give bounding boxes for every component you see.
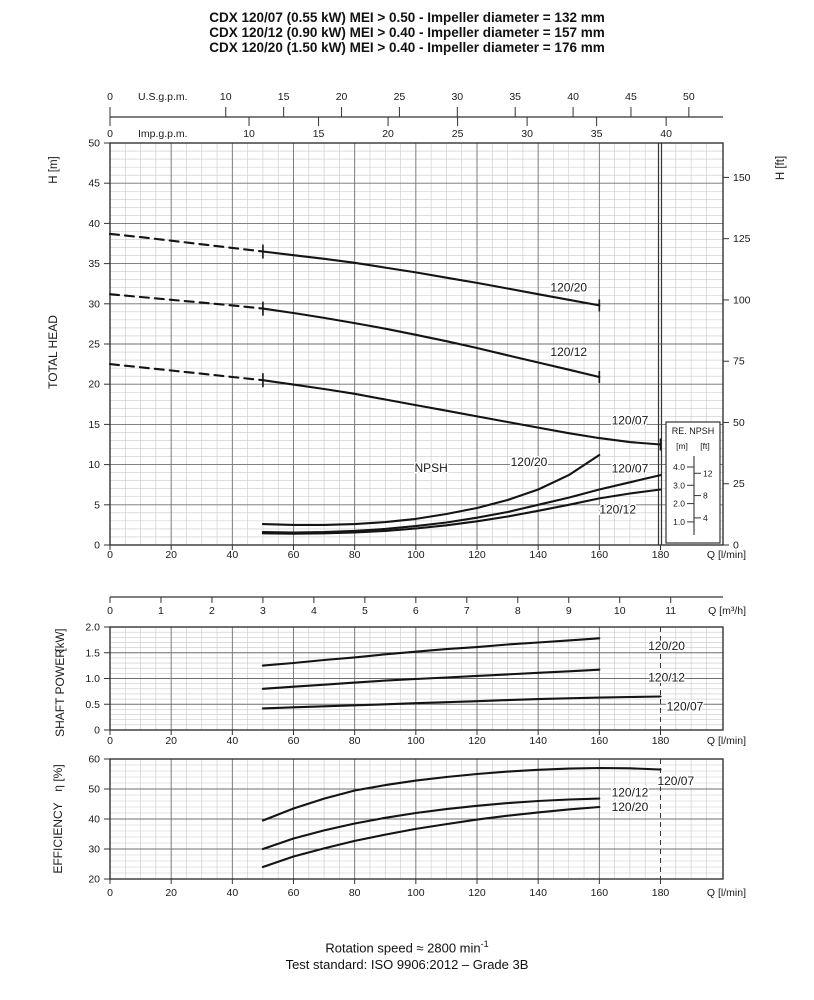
svg-text:2.0: 2.0 (673, 498, 685, 509)
svg-text:60: 60 (287, 735, 300, 747)
svg-text:160: 160 (590, 735, 609, 747)
svg-text:180: 180 (651, 549, 670, 561)
svg-text:25: 25 (451, 128, 464, 140)
svg-text:20: 20 (165, 887, 178, 899)
svg-text:H [ft]: H [ft] (775, 155, 787, 181)
svg-text:U.S.g.p.m.: U.S.g.p.m. (138, 91, 188, 103)
svg-text:2.0: 2.0 (85, 621, 100, 634)
test-standard-note: Test standard: ISO 9906:2012 – Grade 3B (285, 957, 529, 973)
svg-text:120/12: 120/12 (599, 502, 637, 517)
svg-text:45: 45 (88, 177, 100, 190)
svg-text:SHAFT POWER: SHAFT POWER (53, 649, 67, 737)
svg-text:15: 15 (88, 418, 100, 431)
svg-text:20: 20 (382, 128, 394, 140)
svg-text:4.0: 4.0 (673, 462, 685, 472)
svg-text:0: 0 (107, 887, 113, 899)
svg-text:120/07: 120/07 (666, 699, 704, 714)
svg-text:35: 35 (88, 258, 100, 271)
svg-text:180: 180 (651, 735, 670, 747)
svg-text:η [%]: η [%] (51, 764, 65, 792)
svg-text:0.5: 0.5 (85, 698, 100, 711)
svg-text:120/20: 120/20 (611, 800, 649, 814)
svg-text:1.5: 1.5 (85, 647, 100, 660)
svg-text:30: 30 (521, 128, 533, 140)
svg-text:4: 4 (703, 512, 708, 523)
svg-text:120/20: 120/20 (648, 639, 685, 654)
svg-text:10: 10 (219, 91, 232, 103)
svg-text:140: 140 (529, 887, 547, 899)
svg-text:50: 50 (683, 91, 695, 103)
svg-text:11: 11 (665, 605, 677, 617)
svg-text:120: 120 (468, 735, 486, 747)
svg-text:20: 20 (335, 91, 348, 103)
svg-text:120/12: 120/12 (648, 670, 685, 685)
svg-text:60: 60 (287, 549, 300, 561)
svg-text:1: 1 (158, 605, 164, 617)
svg-text:30: 30 (451, 91, 464, 103)
svg-text:10: 10 (243, 128, 255, 140)
rotation-speed-note: Rotation speed ≈ 2800 $\min^{-1}$ (325, 939, 489, 956)
svg-text:20: 20 (88, 873, 100, 886)
svg-text:RE. NPSH: RE. NPSH (671, 426, 715, 436)
svg-text:30: 30 (88, 298, 100, 311)
svg-text:0: 0 (107, 735, 113, 747)
svg-text:40: 40 (88, 813, 100, 826)
svg-text:0: 0 (94, 539, 100, 552)
svg-text:20: 20 (88, 378, 100, 391)
svg-text:H [m]: H [m] (48, 156, 60, 184)
svg-text:8: 8 (703, 490, 708, 501)
svg-text:125: 125 (733, 233, 751, 246)
svg-text:80: 80 (348, 549, 361, 561)
efficiency-chart (51, 754, 746, 900)
svg-text:40: 40 (226, 887, 239, 899)
svg-text:50: 50 (733, 416, 745, 429)
title-line-3: CDX 120/20 (1.50 kW) MEI > 0.40 - Impeller diameter = 176 mm (209, 40, 605, 55)
svg-text:1.0: 1.0 (85, 673, 100, 685)
svg-text:TOTAL HEAD: TOTAL HEAD (46, 315, 60, 389)
svg-text:1.0: 1.0 (673, 516, 685, 527)
svg-text:0: 0 (94, 724, 100, 737)
svg-text:Imp.g.p.m.: Imp.g.p.m. (138, 128, 188, 140)
svg-text:80: 80 (348, 735, 361, 747)
svg-text:35: 35 (509, 91, 522, 103)
svg-text:30: 30 (88, 843, 100, 856)
svg-text:0: 0 (107, 128, 113, 140)
m3h-axis (107, 597, 746, 617)
svg-text:40: 40 (226, 735, 239, 747)
svg-text:120/07: 120/07 (657, 773, 695, 788)
chart-footer (0, 936, 814, 973)
svg-text:25: 25 (393, 91, 406, 103)
title-line-2: CDX 120/12 (0.90 kW) MEI > 0.40 - Impeller diameter = 157 mm (209, 25, 605, 40)
svg-text:160: 160 (590, 549, 609, 561)
svg-text:15: 15 (277, 91, 290, 103)
svg-text:180: 180 (651, 887, 670, 899)
svg-text:Q [l/min]: Q [l/min] (706, 887, 746, 899)
svg-text:140: 140 (529, 549, 547, 561)
svg-text:12: 12 (703, 468, 713, 479)
svg-text:140: 140 (529, 735, 547, 747)
svg-text:120: 120 (468, 549, 486, 561)
svg-text:25: 25 (733, 478, 745, 491)
svg-text:[ft]: [ft] (700, 441, 710, 451)
power-chart (53, 622, 746, 748)
svg-text:NPSH: NPSH (414, 460, 448, 475)
svg-text:35: 35 (590, 128, 603, 140)
svg-text:4: 4 (310, 605, 317, 617)
svg-text:75: 75 (733, 355, 745, 368)
svg-text:40: 40 (226, 549, 239, 561)
svg-text:120/07: 120/07 (611, 461, 649, 476)
svg-text:120/12: 120/12 (611, 785, 649, 800)
svg-text:120/20: 120/20 (510, 455, 548, 470)
svg-text:40: 40 (660, 128, 672, 140)
head-chart (46, 91, 787, 561)
svg-text:15: 15 (312, 128, 325, 140)
svg-text:0: 0 (107, 91, 113, 103)
title-line-1: CDX 120/07 (0.55 kW) MEI > 0.50 - Impeller diameter = 132 mm (209, 10, 605, 25)
svg-text:80: 80 (348, 887, 361, 899)
svg-text:160: 160 (590, 887, 609, 899)
svg-text:50: 50 (88, 783, 100, 796)
svg-text:7: 7 (463, 605, 470, 617)
svg-text:120: 120 (468, 887, 486, 899)
svg-text:0: 0 (733, 539, 739, 552)
svg-text:20: 20 (165, 549, 178, 561)
svg-text:10: 10 (613, 605, 626, 617)
svg-text:3.0: 3.0 (673, 480, 685, 491)
svg-text:Q [m³/h]: Q [m³/h] (708, 605, 746, 617)
svg-text:50: 50 (88, 137, 100, 150)
svg-text:120/12: 120/12 (550, 345, 588, 360)
svg-text:25: 25 (88, 338, 100, 351)
re-npsh-box (666, 422, 720, 543)
svg-text:150: 150 (733, 171, 751, 184)
svg-text:60: 60 (88, 753, 100, 766)
svg-text:100: 100 (733, 294, 751, 307)
svg-text:Q [l/min]: Q [l/min] (706, 549, 746, 561)
svg-text:5: 5 (94, 499, 100, 512)
svg-text:3: 3 (259, 605, 266, 617)
svg-text:45: 45 (625, 91, 637, 103)
svg-text:6: 6 (412, 605, 419, 617)
svg-text:9: 9 (565, 605, 572, 617)
svg-text:100: 100 (407, 549, 425, 561)
svg-text:Q [l/min]: Q [l/min] (706, 735, 746, 747)
svg-text:40: 40 (567, 91, 579, 103)
svg-text:2: 2 (209, 605, 215, 617)
svg-text:0: 0 (107, 605, 113, 617)
svg-text:100: 100 (407, 887, 425, 899)
svg-text:10: 10 (88, 459, 100, 472)
svg-text:5: 5 (361, 605, 368, 617)
svg-text:40: 40 (88, 217, 100, 230)
svg-text:EFFICIENCY: EFFICIENCY (51, 802, 65, 874)
svg-text:120/07: 120/07 (611, 413, 649, 428)
svg-text:100: 100 (407, 735, 425, 747)
svg-text:20: 20 (165, 735, 178, 747)
svg-text:8: 8 (514, 605, 521, 617)
svg-text:[m]: [m] (676, 441, 688, 451)
svg-text:0: 0 (107, 549, 113, 561)
svg-text:60: 60 (287, 887, 300, 899)
svg-text:[kW]: [kW] (55, 628, 67, 652)
svg-text:120/20: 120/20 (550, 280, 588, 295)
